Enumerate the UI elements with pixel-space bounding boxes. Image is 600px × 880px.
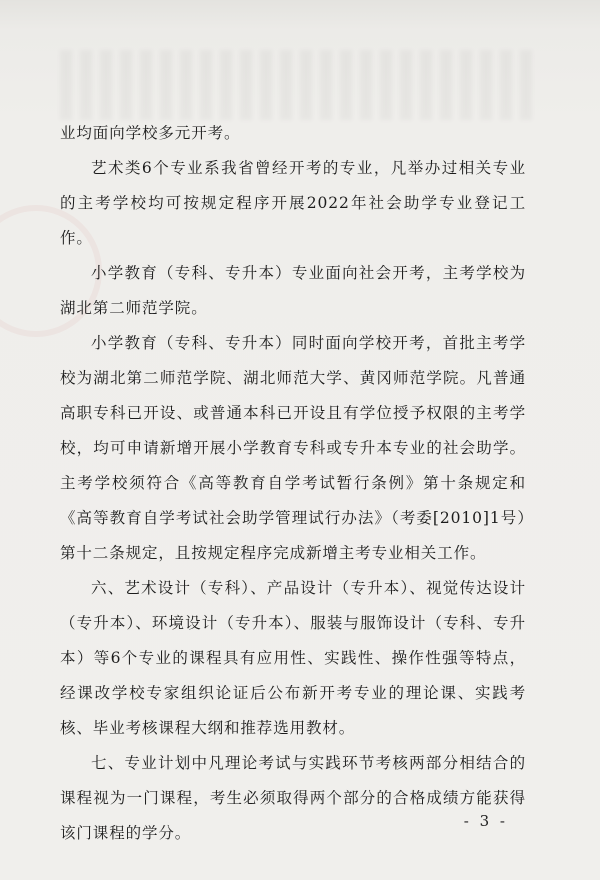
paragraph-item-seven: 七、专业计划中凡理论考试与实践环节考核两部分相结合的课程视为一门课程，考生必须取得两个部分的合格成绩方能获得该门课程的学分。 (60, 754, 526, 842)
paragraph-primary-education-schools: 小学教育（专科、专升本）同时面向学校开考，首批主考学校为湖北第二师范学院、湖北师范大学、黄冈师范学院。凡普通高职专科已开设、或普通本科已开设且有学位授予权限的主考学校，均可申请新增开展小学教育专科或专升本专业的社会助学。主考学校须符合《高等教育自学考试暂行条例》第十条规定和《高等教育自学考试社会助学管理试行办法》（考委[2010]1号）第十二条规定，且按规定程序完成新增主考专业相关工作。 (60, 334, 526, 562)
paragraph-continuation: 业均面向学校多元开考。 (60, 124, 241, 142)
paragraph-primary-education-society: 小学教育（专科、专升本）专业面向社会开考，主考学校为湖北第二师范学院。 (60, 264, 526, 317)
paragraph-item-six: 六、艺术设计（专科）、产品设计（专升本）、视觉传达设计（专升本）、环境设计（专升本）、服装与服饰设计（专科、专升本）等6个专业的课程具有应用性、实践性、操作性强等特点，经课改学校专家组织论证后公布新开考专业的理论课、实践考核、毕业考核课程大纲和推荐选用教材。 (60, 579, 526, 737)
bleed-through-texture (60, 50, 540, 120)
body-text (60, 116, 526, 851)
page-number: - 3 - (463, 812, 508, 830)
paragraph-art-majors: 艺术类6个专业系我省曾经开考的专业，凡举办过相关专业的主考学校均可按规定程序开展2022年社会助学专业登记工作。 (60, 159, 526, 247)
